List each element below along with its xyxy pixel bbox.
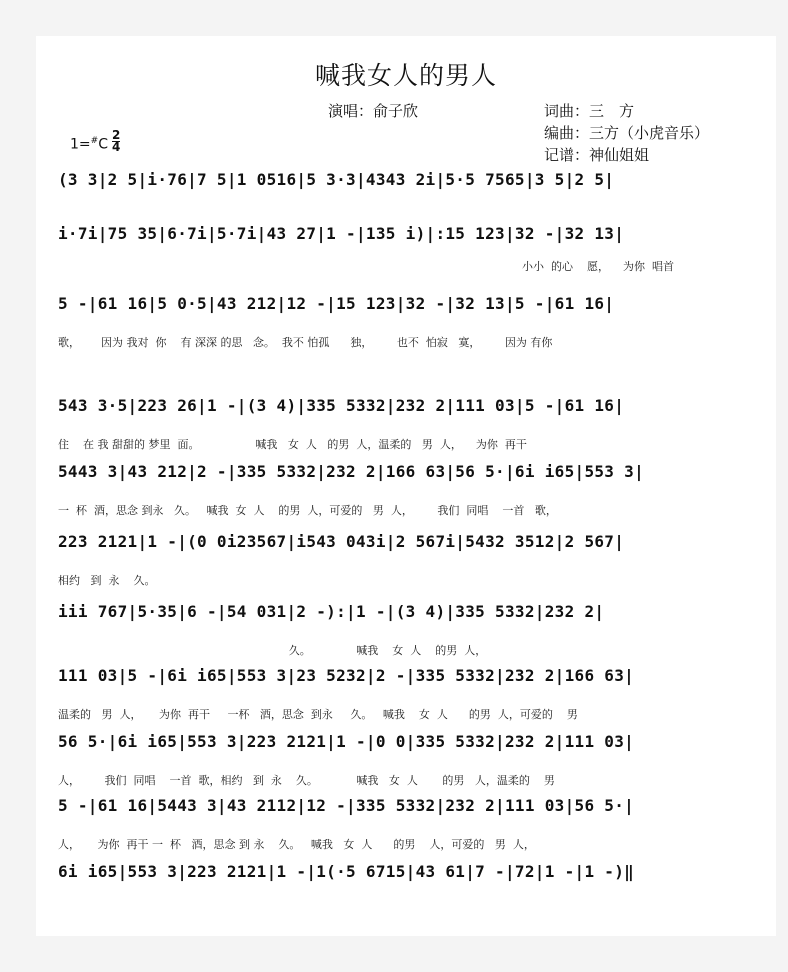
notation-line: 6i i65|553 3|223 2121|1 -|1(·5 6715|43 61|7 -|72|1 -|1 -)‖ xyxy=(58,862,635,881)
time-sig-bottom: 4 xyxy=(112,140,121,154)
sharp-icon: # xyxy=(90,136,99,146)
notation-line: 56 5·|6i i65|553 3|223 2121|1 -|0 0|335 5332|232 2|111 03| xyxy=(58,732,635,751)
arranger-credit: 编曲：三方（小虎音乐） xyxy=(544,124,710,142)
lyric-line: 温柔的 男 人， 为你 再干 一杯 酒，思念 到永 久。 喊我 女 人 的男 人，可爱的 男 xyxy=(58,708,578,721)
key-note: C xyxy=(98,136,108,153)
key-label: 1= xyxy=(70,136,91,153)
lyric-line: 人， 我们 同唱 一首 歌，相约 到 永 久。 喊我 女 人 的男 人，温柔的 男 xyxy=(58,774,555,787)
notation-line: 5 -|61 16|5 0·5|43 212|12 -|15 123|32 -|32 13|5 -|61 16| xyxy=(58,294,615,313)
score-page xyxy=(36,36,776,936)
lyricist-credit: 词曲：三 方 xyxy=(544,102,635,120)
lyric-line: 相约 到 永 久。 xyxy=(58,574,156,587)
transcriber-credit: 记谱：神仙姐姐 xyxy=(544,146,650,164)
lyric-line: 一 杯 酒，思念 到永 久。 喊我 女 人 的男 人，可爱的 男 人， 我们 同唱 一首 歌， xyxy=(58,504,557,517)
song-title: 喊我女人的男人 xyxy=(314,61,497,90)
lyric-line: 人， 为你 再干 一 杯 酒，思念 到 永 久。 喊我 女 人 的男 人，可爱的 男 人， xyxy=(58,838,535,851)
notation-line: 223 2121|1 -|(0 0i23567|i543 043i|2 567i|5432 3512|2 567| xyxy=(58,532,625,551)
notation-line: 5 -|61 16|5443 3|43 2112|12 -|335 5332|232 2|111 03|56 5·| xyxy=(58,796,635,815)
notation-line: iii 767|5·35|6 -|54 031|2 -):|1 -|(3 4)|335 5332|232 2| xyxy=(58,602,605,621)
lyric-line: 歌， 因为 我对 你 有 深深 的思 念。 我不 怕孤 独， 也不 怕寂 寞， 因为 有你 xyxy=(58,336,553,349)
notation-line: i·7i|75 35|6·7i|5·7i|43 27|1 -|135 i)|:15 123|32 -|32 13| xyxy=(58,224,625,243)
lyric-line: 住 在 我 甜甜的 梦里 面。 喊我 女 人 的男 人，温柔的 男 人， 为你 再干 xyxy=(58,438,527,451)
lyric-line: 小小 的心 愿， 为你 唱首 xyxy=(522,260,674,273)
lyric-line: 久。 喊我 女 人 的男 人， xyxy=(58,644,487,657)
notation-line: 111 03|5 -|6i i65|553 3|23 5232|2 -|335 5332|232 2|166 63| xyxy=(58,666,635,685)
notation-line: 5443 3|43 212|2 -|335 5332|232 2|166 63|56 5·|6i i65|553 3| xyxy=(58,462,645,481)
notation-line: (3 3|2 5|i·76|7 5|1 0516|5 3·3|4343 2i|5·5 7565|3 5|2 5| xyxy=(58,170,615,189)
notation-line: 543 3·5|223 26|1 -|(3 4)|335 5332|232 2|111 03|5 -|61 16| xyxy=(58,396,625,415)
key-signature xyxy=(70,136,108,153)
time-sig-top: 2 xyxy=(112,128,121,142)
singer-credit: 演唱：俞子欣 xyxy=(328,102,419,120)
time-signature xyxy=(112,130,120,153)
